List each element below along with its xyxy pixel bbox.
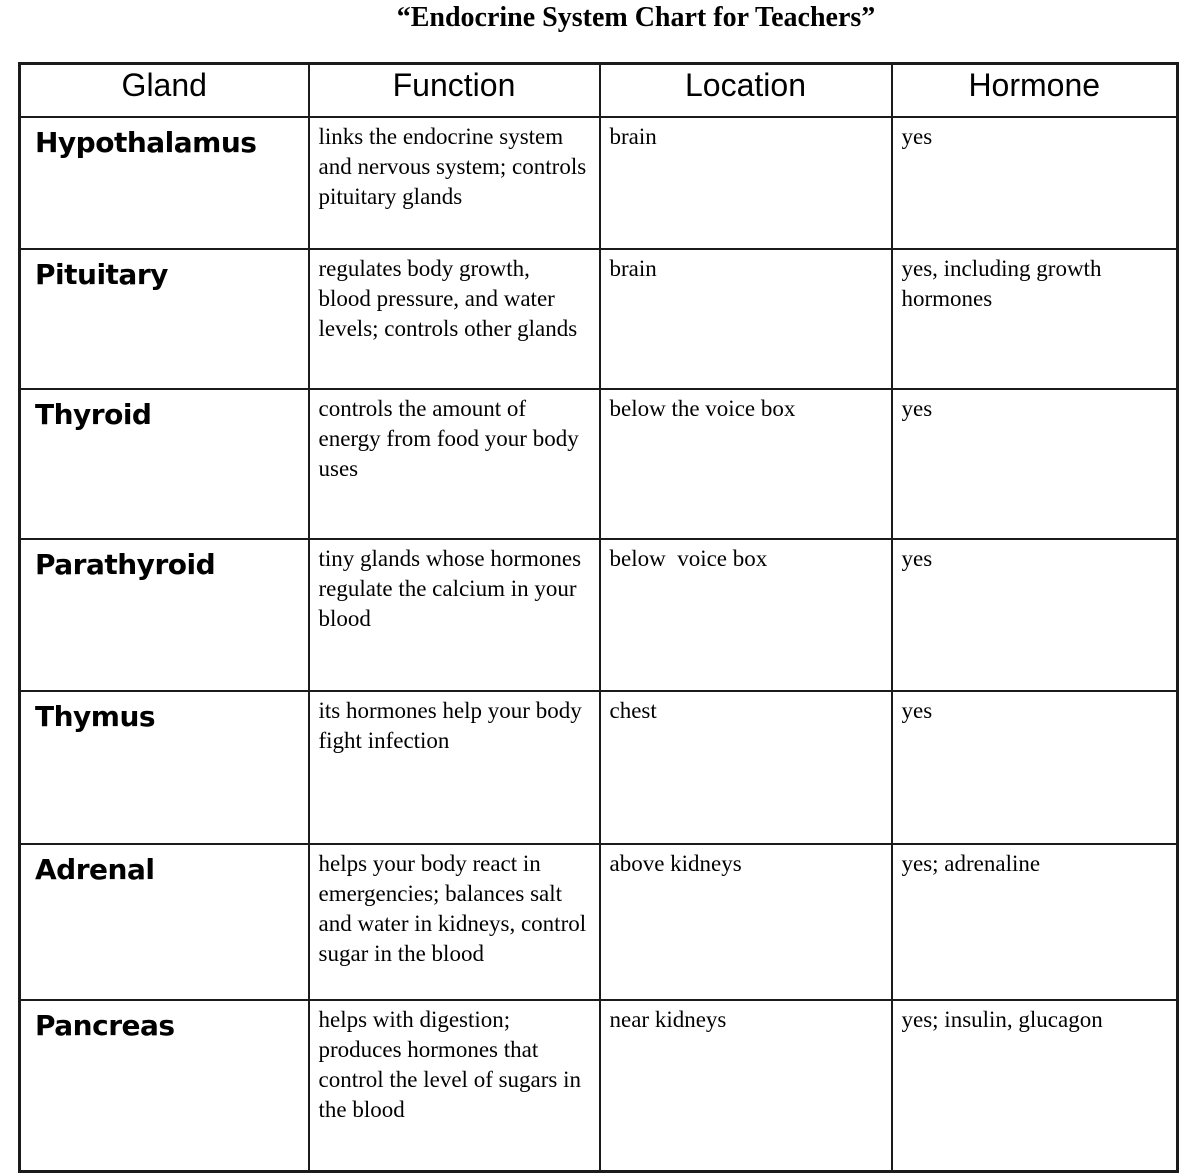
hormone-cell: yes bbox=[892, 389, 1178, 539]
function-cell: controls the amount of energy from food your body uses bbox=[309, 389, 600, 539]
location-cell: near kidneys bbox=[600, 1000, 892, 1172]
column-header-location: Location bbox=[600, 64, 892, 117]
column-header-hormone: Hormone bbox=[892, 64, 1178, 117]
table-row bbox=[20, 389, 1178, 539]
gland-name: Pancreas bbox=[20, 1000, 309, 1172]
column-header-gland: Gland bbox=[20, 64, 309, 117]
hormone-cell: yes; insulin, glucagon bbox=[892, 1000, 1178, 1172]
location-cell: above kidneys bbox=[600, 844, 892, 1000]
function-cell: helps your body react in emergencies; balances salt and water in kidneys, control sugar in the blood bbox=[309, 844, 600, 1000]
hormone-cell: yes bbox=[892, 691, 1178, 844]
gland-name: Thymus bbox=[20, 691, 309, 844]
location-cell: below the voice box bbox=[600, 389, 892, 539]
gland-name: Hypothalamus bbox=[20, 117, 309, 249]
function-cell: its hormones help your body fight infection bbox=[309, 691, 600, 844]
gland-name: Pituitary bbox=[20, 249, 309, 389]
gland-name: Thyroid bbox=[20, 389, 309, 539]
table-header-row bbox=[20, 64, 1178, 117]
function-cell: links the endocrine system and nervous system; controls pituitary glands bbox=[309, 117, 600, 249]
function-cell: regulates body growth, blood pressure, and water levels; controls other glands bbox=[309, 249, 600, 389]
function-cell: helps with digestion; produces hormones that control the level of sugars in the blood bbox=[309, 1000, 600, 1172]
hormone-cell: yes bbox=[892, 539, 1178, 691]
gland-name: Parathyroid bbox=[20, 539, 309, 691]
table-row bbox=[20, 691, 1178, 844]
hormone-cell: yes; adrenaline bbox=[892, 844, 1178, 1000]
table-row bbox=[20, 844, 1178, 1000]
location-cell: brain bbox=[600, 249, 892, 389]
location-cell: below voice box bbox=[600, 539, 892, 691]
page-title: “Endocrine System Chart for Teachers” bbox=[396, 2, 876, 33]
column-header-function: Function bbox=[309, 64, 600, 117]
location-cell: brain bbox=[600, 117, 892, 249]
hormone-cell: yes bbox=[892, 117, 1178, 249]
endocrine-table bbox=[18, 62, 1179, 1173]
table-row bbox=[20, 1000, 1178, 1172]
table-row bbox=[20, 249, 1178, 389]
gland-name: Adrenal bbox=[20, 844, 309, 1000]
table-row bbox=[20, 117, 1178, 249]
function-cell: tiny glands whose hormones regulate the calcium in your blood bbox=[309, 539, 600, 691]
table-row bbox=[20, 539, 1178, 691]
location-cell: chest bbox=[600, 691, 892, 844]
hormone-cell: yes, including growth hormones bbox=[892, 249, 1178, 389]
